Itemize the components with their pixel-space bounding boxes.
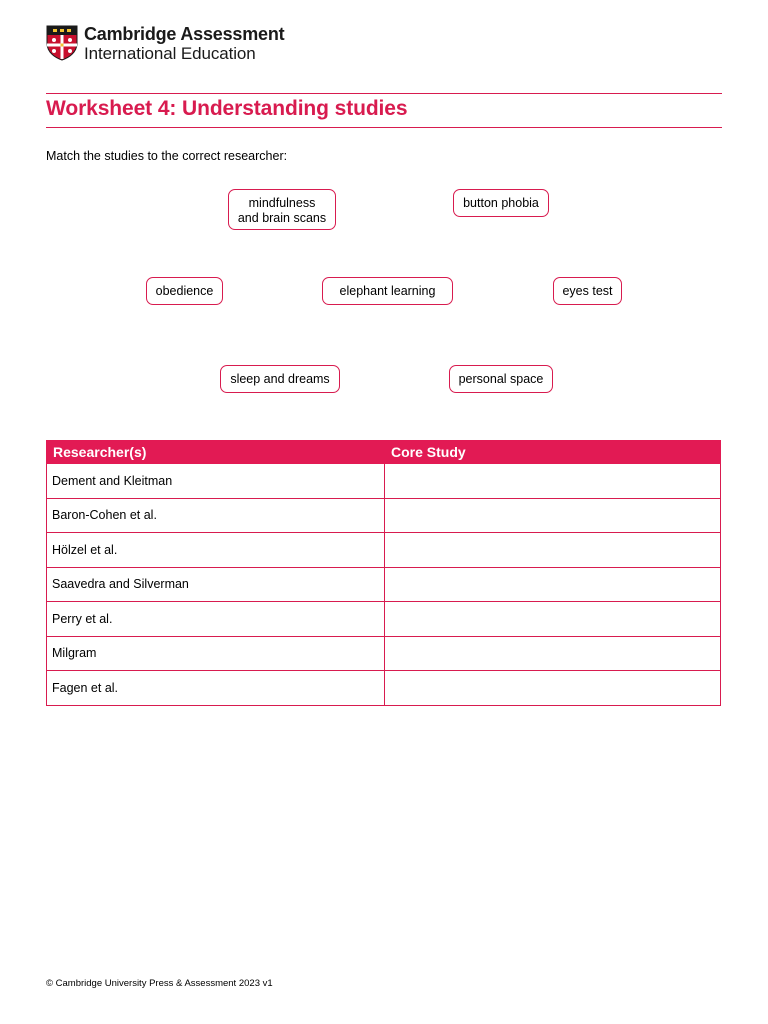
crest-icon — [46, 25, 78, 61]
table-row — [47, 671, 721, 706]
table-row — [47, 464, 721, 499]
title-rule-bottom — [46, 127, 722, 128]
card-mindfulness-line2: and brain scans — [237, 211, 327, 225]
core-study-cell[interactable] — [385, 636, 721, 671]
header-researchers: Researcher(s) — [47, 441, 385, 464]
researcher-cell: Milgram — [47, 636, 385, 671]
instructions: Match the studies to the correct researcher: — [46, 149, 288, 163]
card-mindfulness-line1: mindfulness — [248, 196, 316, 210]
table-header-row — [47, 441, 721, 464]
page-title: Worksheet 4: Understanding studies — [46, 97, 408, 120]
copyright-footer: © Cambridge University Press & Assessment 2023 v1 — [46, 978, 273, 989]
card-sleep-and-dreams: sleep and dreams — [220, 365, 340, 393]
core-study-cell[interactable] — [385, 533, 721, 568]
cambridge-logo — [46, 25, 284, 63]
card-button-phobia: button phobia — [453, 189, 549, 217]
card-eyes-test: eyes test — [553, 277, 622, 305]
table-row — [47, 498, 721, 533]
researcher-cell: Baron-Cohen et al. — [47, 498, 385, 533]
core-study-cell[interactable] — [385, 602, 721, 637]
core-study-cell[interactable] — [385, 567, 721, 602]
logo-line-2: International Education — [84, 44, 256, 63]
researcher-cell: Fagen et al. — [47, 671, 385, 706]
logo-line-1: Cambridge Assessment — [84, 24, 285, 44]
card-elephant-learning: elephant learning — [322, 277, 453, 305]
table-row — [47, 533, 721, 568]
table-row — [47, 567, 721, 602]
table-row — [47, 602, 721, 637]
researcher-cell: Hölzel et al. — [47, 533, 385, 568]
core-study-cell[interactable] — [385, 464, 721, 499]
header-core-study: Core Study — [385, 441, 721, 464]
title-rule-top — [46, 93, 722, 94]
table-row — [47, 636, 721, 671]
studies-table — [46, 440, 721, 706]
researcher-cell: Saavedra and Silverman — [47, 567, 385, 602]
card-personal-space: personal space — [449, 365, 553, 393]
card-obedience: obedience — [146, 277, 223, 305]
card-mindfulness — [228, 189, 336, 230]
core-study-cell[interactable] — [385, 498, 721, 533]
researcher-cell: Dement and Kleitman — [47, 464, 385, 499]
core-study-cell[interactable] — [385, 671, 721, 706]
researcher-cell: Perry et al. — [47, 602, 385, 637]
